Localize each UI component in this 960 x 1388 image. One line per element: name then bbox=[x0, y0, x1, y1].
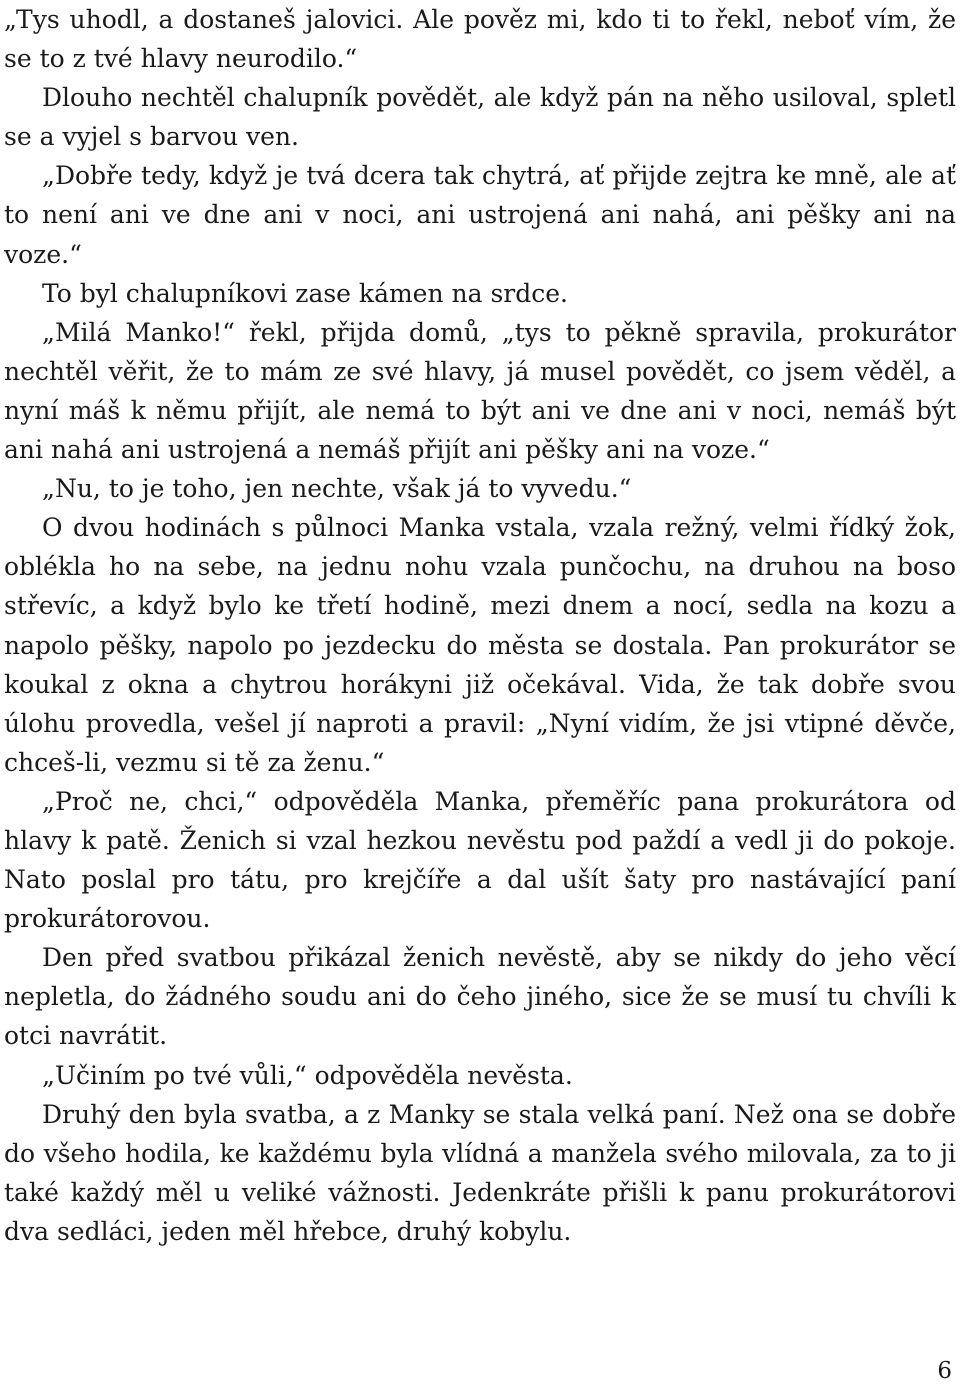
paragraph-7: O dvou hodinách s půlnoci Manka vstala, vzala režný, velmi řídký žok, oblékla ho na sebe, na jednu nohu vzala punčochu, na druhou na boso střevíc, a když bylo ke třetí hodině, mezi dnem a nocí, sedla na kozu a napolo pěšky, napolo po jezdecku do města se dostala. Pan prokurátor se koukal z okna a chytrou horákyni již očekával. Vida, že tak dobře svou úlohu provedla, vešel jí naproti a pravil: „Nyní vidím, že jsi vtipné děvče, chceš-li, vezmu si tě za ženu.“ bbox=[4, 513, 956, 777]
paragraph-5: „Milá Manko!“ řekl, přijda domů, „tys to pěkně spravila, prokurátor nechtěl věřit, že to mám ze své hlavy, já musel povědět, co jsem věděl, a nyní máš k němu přijít, ale nemá to být ani ve dne ani v noci, nemáš být ani nahá ani ustrojená a nemáš přijít ani pěšky ani na voze.“ bbox=[4, 317, 956, 465]
paragraph-9: Den před svatbou přikázal ženich nevěstě, aby se nikdy do jeho věcí nepletla, do žádného soudu ani do čeho jiného, sice že se musí tu chvíli k otci navrátit. bbox=[4, 943, 956, 1051]
paragraph-2: Dlouho nechtěl chalupník povědět, ale když pán na něho usiloval, spletl se a vyjel s barvou ven. bbox=[4, 83, 956, 152]
paragraph-11: Druhý den byla svatba, a z Manky se stala velká paní. Než ona se dobře do všeho hodila, ke každému byla vlídná a manžela svého milovala, za to ji také každý měl u veliké vážnosti. Jedenkráte přišli k panu prokurátorovi dva sedláci, jeden měl hřebce, druhý kobylu. bbox=[4, 1099, 956, 1246]
paragraph-8: „Proč ne, chci,“ odpověděla Manka, přeměříc pana prokurátora od hlavy k patě. Ženich si vzal hezkou nevěstu pod paždí a vedl ji do pokoje. Nato poslal pro tátu, pro krejčíře a dal ušít šaty pro nastávající paní prokurátorovou. bbox=[4, 786, 956, 934]
document-body bbox=[4, 0, 956, 1251]
paragraph-6: „Nu, to je toho, jen nechte, však já to vyvedu.“ bbox=[42, 474, 632, 504]
paragraph-4: To byl chalupníkovi zase kámen na srdce. bbox=[42, 278, 569, 308]
paragraph-10: „Učiním po tvé vůli,“ odpověděla nevěsta. bbox=[42, 1060, 573, 1090]
page-number: 6 bbox=[937, 1358, 952, 1384]
paragraph-3: „Dobře tedy, když je tvá dcera tak chytrá, ať přijde zejtra ke mně, ale ať to není ani ve dne ani v noci, ani ustrojená ani nahá, ani pěšky ani na voze.“ bbox=[4, 161, 956, 269]
paragraph-1: „Tys uhodl, a dostaneš jalovici. Ale pověz mi, kdo ti to řekl, neboť vím, že se to z tvé hlavy neurodilo.“ bbox=[4, 5, 956, 74]
